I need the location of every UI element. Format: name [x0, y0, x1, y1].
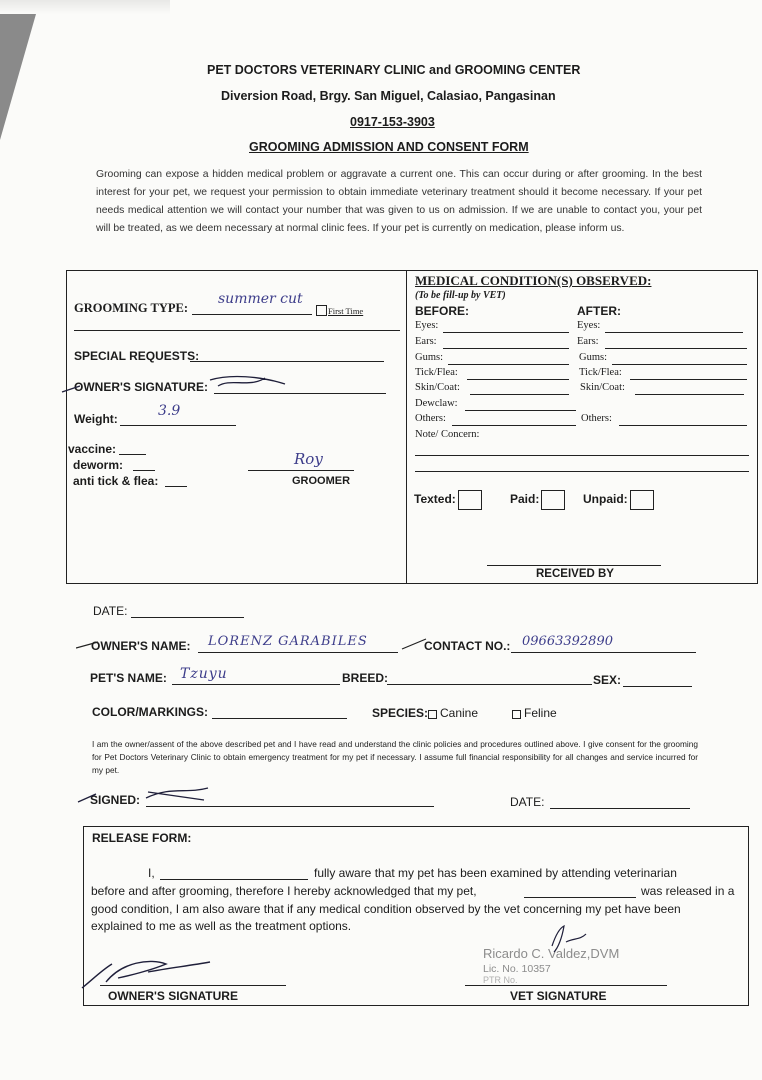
before-eyes: Eyes:	[415, 320, 439, 331]
pet-name-value[interactable]: Tzuyu	[180, 666, 228, 682]
paid-checkbox[interactable]	[541, 490, 565, 510]
vet-stamp-ptr: PTR No.	[483, 975, 518, 985]
vet-signature-label: VET SIGNATURE	[510, 989, 607, 1003]
owner-release-signature	[78, 952, 218, 992]
vet-stamp-license: Lic. No. 10357	[483, 963, 551, 975]
signed-scribble	[76, 784, 216, 806]
after-ears: Ears:	[577, 336, 599, 347]
form-title: GROOMING ADMISSION AND CONSENT FORM	[249, 140, 529, 154]
release-text-2: fully aware that my pet has been examined by attending veterinarian	[314, 866, 677, 880]
clinic-name: PET DOCTORS VETERINARY CLINIC and GROOMING CENTER	[207, 63, 581, 77]
owner-signature-scribble	[60, 372, 290, 398]
species-label: SPECIES:	[372, 706, 429, 720]
breed-label: BREED:	[342, 671, 389, 685]
release-text-6: explained to me as well as the treatment options.	[91, 919, 352, 933]
before-label: BEFORE:	[415, 304, 469, 318]
groomer-label: GROOMER	[292, 475, 351, 487]
grooming-type-value[interactable]: summer cut	[218, 291, 303, 307]
unpaid-checkbox[interactable]	[630, 490, 654, 510]
unpaid-label: Unpaid:	[583, 490, 654, 510]
signed-date-label: DATE:	[510, 795, 545, 809]
vet-signature-scribble	[544, 924, 594, 964]
vet-stamp-name: Ricardo C. Valdez,DVM	[483, 946, 620, 961]
before-gums: Gums:	[415, 352, 444, 363]
before-skincoat: Skin/Coat:	[415, 382, 460, 393]
after-others: Others:	[581, 413, 612, 424]
owner-release-signature-label: OWNER'S SIGNATURE	[108, 989, 238, 1003]
before-ears: Ears:	[415, 336, 437, 347]
deworm-label: deworm:	[73, 458, 124, 472]
after-label: AFTER:	[577, 304, 621, 318]
pet-name-label: PET'S NAME:	[90, 671, 167, 685]
folded-corner	[0, 0, 40, 140]
paid-label: Paid:	[510, 490, 565, 510]
medical-subtitle: (To be fill-up by VET)	[415, 290, 506, 301]
before-dewclaw: Dewclaw:	[415, 398, 458, 409]
intro-text: Grooming can expose a hidden medical problem or aggravate a current one. This can occur during or after grooming. In the best interest for your pet, we request your permission to obtain immediate veterinary treatment should it become necessary. If your pet needs medical attention we will contact your number that was given to us on admission. If we are unable to contact you, your pet will be treated, as we deem necessary at normal clinic fees. If your pet is currently on medication, please inform us.	[96, 169, 702, 234]
weight-label: Weight:	[74, 412, 118, 426]
owner-name-label: OWNER'S NAME:	[91, 639, 191, 653]
before-others: Others:	[415, 413, 446, 424]
antitick-label: anti tick & flea:	[73, 474, 159, 488]
grooming-type-label: GROOMING TYPE:	[74, 301, 189, 315]
canine-label: Canine	[440, 706, 479, 720]
first-time-checkbox[interactable]	[316, 305, 327, 316]
release-title: RELEASE FORM:	[92, 831, 192, 845]
first-time-label: First Time	[328, 306, 364, 316]
signed-label: SIGNED:	[90, 793, 141, 807]
special-requests-label: SPECIAL REQUESTS:	[74, 349, 200, 363]
after-gums: Gums:	[579, 352, 608, 363]
release-text-3: before and after grooming, therefore I hereby acknowledged that my pet,	[91, 884, 477, 898]
sex-label: SEX:	[593, 673, 622, 687]
consent-text: I am the owner/assent of the above described pet and I have read and understand the clinic policies and procedures outlined above. I give consent for the grooming for Pet Doctors Veterinary Clinic to obtain emergency treatment for my pet if necessary. I assume full financial responsibility for all changes and service incurred for my pet.	[92, 739, 698, 775]
color-markings-label: COLOR/MARKINGS:	[92, 705, 208, 719]
owner-name-value[interactable]: LORENZ GARABILES	[208, 634, 368, 649]
contact-value[interactable]: 09663392890	[522, 634, 613, 649]
canine-checkbox[interactable]	[428, 710, 437, 719]
grooming-box	[66, 270, 758, 584]
owner-signature-label: OWNER'S SIGNATURE:	[74, 380, 208, 394]
clinic-address: Diversion Road, Brgy. San Miguel, Calasiao, Pangasinan	[221, 89, 556, 103]
received-by-label: RECEIVED BY	[536, 568, 614, 580]
vaccine-label: vaccine:	[68, 442, 117, 456]
texted-checkbox[interactable]	[458, 490, 482, 510]
weight-value[interactable]: 3.9	[158, 403, 181, 419]
texted-label: Texted:	[414, 490, 482, 510]
release-text-5: good condition, I am also aware that if any medical condition observed by the vet concerning my pet have been	[91, 902, 681, 916]
groomer-value[interactable]: Roy	[294, 450, 323, 468]
release-text-4: was released in a	[641, 884, 735, 898]
medical-title: MEDICAL CONDITION(S) OBSERVED:	[415, 273, 652, 288]
clinic-phone: 0917-153-3903	[350, 115, 435, 129]
contact-label: CONTACT NO.:	[424, 639, 511, 653]
feline-label: Feline	[524, 706, 557, 720]
after-skincoat: Skin/Coat:	[580, 382, 625, 393]
release-text-1: I,	[148, 866, 155, 880]
note-label: Note/ Concern:	[415, 429, 480, 440]
date-label: DATE:	[93, 604, 128, 618]
after-eyes: Eyes:	[577, 320, 601, 331]
before-tickflea: Tick/Flea:	[415, 367, 458, 378]
feline-checkbox[interactable]	[512, 710, 521, 719]
after-tickflea: Tick/Flea:	[579, 367, 622, 378]
